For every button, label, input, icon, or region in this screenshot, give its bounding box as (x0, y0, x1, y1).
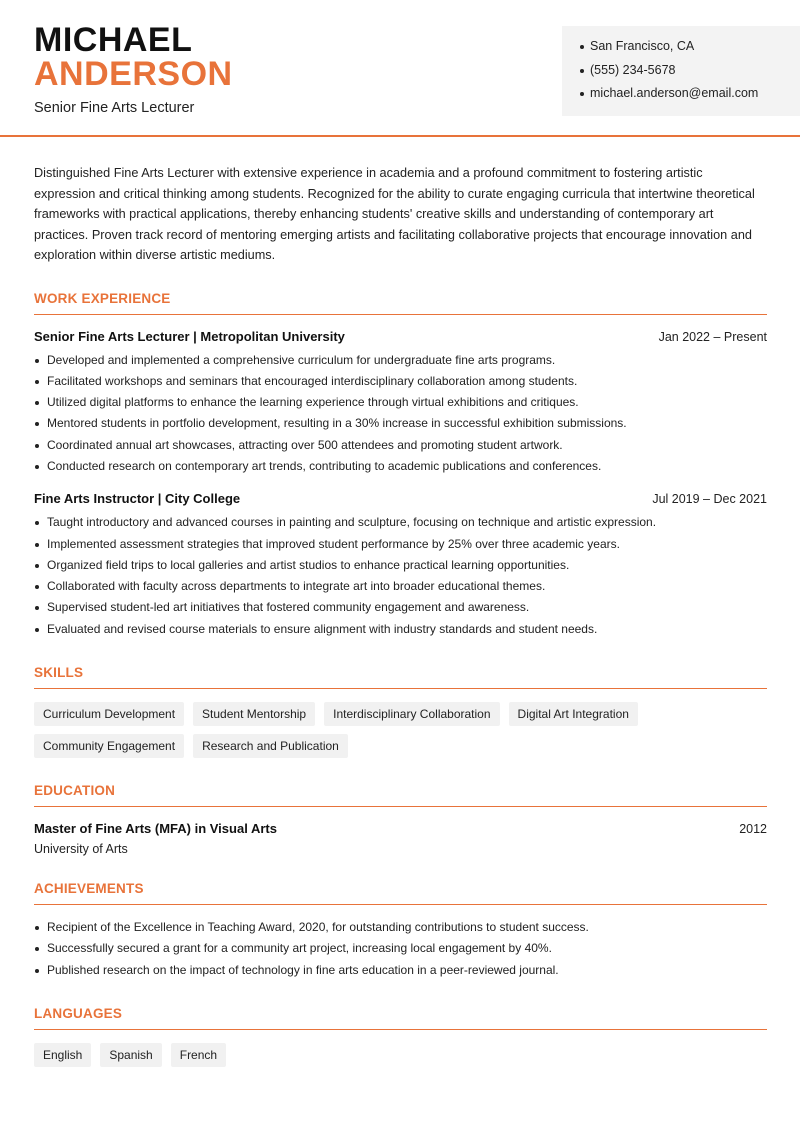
skill-tag: Community Engagement (34, 734, 184, 758)
list-item: Organized field trips to local galleries and artist studios to enhance practical learning opportunities. (34, 555, 767, 576)
job-bullets (34, 512, 767, 640)
list-item: Evaluated and revised course materials to ensure alignment with industry standards and student needs. (34, 619, 767, 640)
skill-tag: Curriculum Development (34, 702, 184, 726)
contact-email: michael.anderson@email.com (580, 82, 800, 106)
language-tag: Spanish (100, 1043, 161, 1067)
section-title: LANGUAGES (34, 1006, 767, 1030)
list-item: Mentored students in portfolio development, resulting in a 30% increase in successful exhibition submissions. (34, 413, 767, 434)
job-title: Senior Fine Arts Lecturer | Metropolitan University (34, 328, 345, 344)
job-header (34, 329, 767, 344)
education-header (34, 821, 767, 836)
list-item: Supervised student-led art initiatives that fostered community engagement and awareness. (34, 597, 767, 618)
job-date: Jul 2019 – Dec 2021 (652, 492, 767, 507)
achievements-section (34, 881, 767, 981)
resume-body (34, 163, 767, 1067)
list-item: Implemented assessment strategies that improved student performance by 25% over three academic years. (34, 534, 767, 555)
achievement-bullets (34, 917, 767, 981)
language-tags (34, 1043, 654, 1067)
list-item: Collaborated with faculty across departments to integrate art into broader educational themes. (34, 576, 767, 597)
list-item: Successfully secured a grant for a community art project, increasing local engagement by 40%. (34, 938, 767, 959)
skill-tag: Interdisciplinary Collaboration (324, 702, 499, 726)
last-name: ANDERSON (34, 55, 233, 93)
language-tag: French (171, 1043, 226, 1067)
job-title-headline: Senior Fine Arts Lecturer (34, 100, 195, 116)
degree-title: Master of Fine Arts (MFA) in Visual Arts (34, 821, 277, 837)
section-title: SKILLS (34, 665, 767, 689)
section-title: WORK EXPERIENCE (34, 291, 767, 315)
section-title: EDUCATION (34, 783, 767, 807)
skill-tag: Research and Publication (193, 734, 348, 758)
school-name: University of Arts (34, 842, 128, 857)
name-block (34, 21, 233, 116)
resume-header (0, 0, 800, 137)
languages-section (34, 1006, 767, 1067)
skill-tags (34, 702, 654, 758)
language-tag: English (34, 1043, 91, 1067)
list-item: Developed and implemented a comprehensive curriculum for undergraduate fine arts programs. (34, 350, 767, 371)
job-bullets (34, 350, 767, 478)
summary: Distinguished Fine Arts Lecturer with extensive experience in academia and a profound commitment to fostering artistic expression and critical thinking among students. Recognized for the ability to curate engaging curricula that intertwine theoretical frameworks with practical applications, thereby enhancing students' creative skills and understanding of contemporary art practices. Proven track record of mentoring emerging artists and facilitating collaborative projects that encourage innovation and exploration within diverse artistic mediums. (34, 166, 755, 262)
skill-tag: Student Mentorship (193, 702, 315, 726)
list-item: Recipient of the Excellence in Teaching Award, 2020, for outstanding contributions to student success. (34, 917, 767, 938)
list-item: Utilized digital platforms to enhance the learning experience through virtual exhibitions and critiques. (34, 392, 767, 413)
contact-box (562, 26, 800, 116)
list-item: Taught introductory and advanced courses in painting and sculpture, focusing on technique and artistic expression. (34, 512, 767, 533)
job-title: Fine Arts Instructor | City College (34, 491, 241, 507)
skills-section (34, 665, 767, 758)
skill-tag: Digital Art Integration (509, 702, 638, 726)
list-item: Facilitated workshops and seminars that encouraged interdisciplinary collaboration among students. (34, 371, 767, 392)
job-header (34, 491, 767, 506)
contact-phone: (555) 234-5678 (580, 59, 800, 83)
graduation-year: 2012 (739, 822, 767, 837)
list-item: Conducted research on contemporary art trends, contributing to academic publications and conferences. (34, 456, 767, 477)
education-section (34, 783, 767, 856)
first-name: MICHAEL (34, 21, 193, 59)
list-item: Coordinated annual art showcases, attracting over 500 attendees and promoting student artwork. (34, 435, 767, 456)
contact-location: San Francisco, CA (580, 35, 800, 59)
list-item: Published research on the impact of technology in fine arts education in a peer-reviewed journal. (34, 960, 767, 981)
work-experience-section (34, 291, 767, 641)
section-title: ACHIEVEMENTS (34, 881, 767, 905)
job-date: Jan 2022 – Present (658, 329, 767, 344)
